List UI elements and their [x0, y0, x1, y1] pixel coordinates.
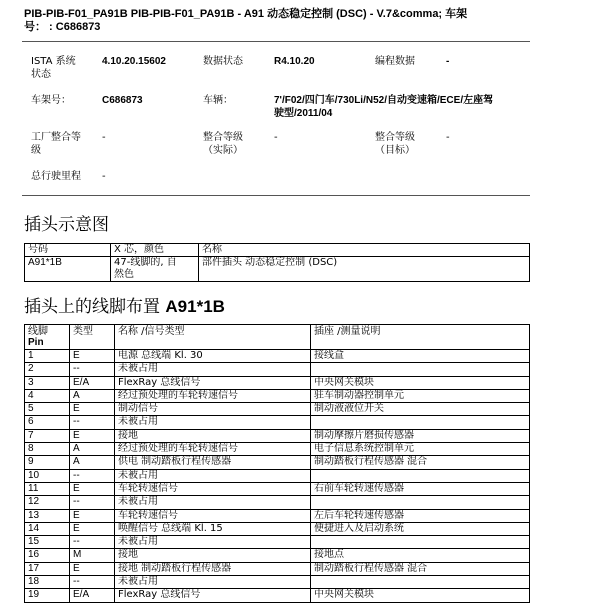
mileage-value: - — [102, 171, 106, 182]
pin-socket-cell: 驻车制动器控制单元 — [311, 389, 530, 402]
column-header-socket: 插座 /测量说明 — [311, 325, 530, 350]
pin-type-cell: E/A — [70, 589, 115, 602]
table-row — [25, 363, 530, 376]
pin-signal-cell: 未被占用 — [115, 416, 311, 429]
data-status-label: 数据状态 — [203, 56, 243, 67]
pin-type-cell: M — [70, 549, 115, 562]
pin-socket-cell: 电子信息系统控制单元 — [311, 443, 530, 456]
pin-socket-cell — [311, 496, 530, 509]
connector-table-header — [25, 244, 530, 257]
pin-signal-cell: 未被占用 — [115, 536, 311, 549]
column-header-code: 号码 — [25, 244, 111, 257]
pin-socket-cell: 左后车轮转速传感器 — [311, 509, 530, 522]
ista-status-label: ISTA 系统 状态 — [31, 56, 76, 80]
pin-number-cell: 8 — [25, 443, 70, 456]
connector-section-title: 插头示意图 — [24, 215, 109, 235]
pin-number-cell: 5 — [25, 403, 70, 416]
pin-socket-cell — [311, 536, 530, 549]
pin-type-cell: E — [70, 350, 115, 363]
pin-number-cell: 1 — [25, 350, 70, 363]
connector-name-cell: 部件插头 动态稳定控制 (DSC) — [199, 257, 530, 282]
info-divider — [22, 195, 530, 196]
pin-number-cell: 15 — [25, 536, 70, 549]
table-row — [25, 429, 530, 442]
pin-signal-cell: 未被占用 — [115, 576, 311, 589]
factory-level-value: - — [102, 132, 106, 143]
pin-signal-cell: 车轮转速信号 — [115, 509, 311, 522]
pin-signal-cell: 经过预处理的车轮转速信号 — [115, 443, 311, 456]
pin-type-cell: -- — [70, 363, 115, 376]
pin-socket-cell — [311, 363, 530, 376]
pin-table-header — [25, 325, 530, 350]
pin-signal-cell: 电源 总线端 Kl. 30 — [115, 350, 311, 363]
pin-assignment-table — [24, 324, 530, 603]
pin-number-cell: 13 — [25, 509, 70, 522]
column-header-signal: 名称 /信号类型 — [115, 325, 311, 350]
pin-number-cell: 17 — [25, 562, 70, 575]
pin-signal-cell: 未被占用 — [115, 469, 311, 482]
connector-code-cell: A91*1B — [25, 257, 111, 282]
pin-socket-cell: 右前车轮转速传感器 — [311, 482, 530, 495]
pin-type-cell: E/A — [70, 376, 115, 389]
pin-socket-cell: 制动摩擦片磨损传感器 — [311, 429, 530, 442]
pin-type-cell: -- — [70, 416, 115, 429]
pin-number-cell: 19 — [25, 589, 70, 602]
pin-type-cell: -- — [70, 576, 115, 589]
target-level-label: 整合等级 （目标） — [375, 132, 415, 156]
table-row — [25, 443, 530, 456]
pin-socket-cell: 制动液液位开关 — [311, 403, 530, 416]
factory-level-label: 工厂整合等 级 — [31, 132, 81, 156]
vehicle-label: 车辆： — [203, 95, 233, 106]
table-row — [25, 496, 530, 509]
pin-type-cell: A — [70, 443, 115, 456]
table-row — [25, 589, 530, 602]
table-row — [25, 350, 530, 363]
table-row — [25, 549, 530, 562]
pin-type-cell: E — [70, 522, 115, 535]
vin-value: C686873 — [102, 95, 143, 106]
pin-number-cell: 11 — [25, 482, 70, 495]
pin-signal-cell: 接地 制动踏板行程传感器 — [115, 562, 311, 575]
vehicle-value: 7'/F02/四门车/730Li/N52/自动变速箱/ECE/左座驾 驶型/2011/04 — [274, 95, 494, 119]
pin-signal-cell: 车轮转速信号 — [115, 482, 311, 495]
pin-section-title: 插头上的线脚布置 A91*1B — [24, 297, 225, 317]
pin-number-cell: 6 — [25, 416, 70, 429]
column-header-name: 名称 — [199, 244, 530, 257]
table-row — [25, 403, 530, 416]
pin-signal-cell: 供电 制动踏板行程传感器 — [115, 456, 311, 469]
pin-signal-cell: 唤醒信号 总线端 Kl. 15 — [115, 522, 311, 535]
pin-section-connector-code: A91*1B — [165, 297, 225, 316]
pin-socket-cell: 便捷进入及启动系统 — [311, 522, 530, 535]
pin-type-cell: A — [70, 389, 115, 402]
pin-type-cell: E — [70, 429, 115, 442]
actual-level-value: - — [274, 132, 278, 143]
pin-socket-cell — [311, 416, 530, 429]
pin-number-cell: 14 — [25, 522, 70, 535]
table-row — [25, 536, 530, 549]
pin-number-cell: 12 — [25, 496, 70, 509]
pin-socket-cell: 接地点 — [311, 549, 530, 562]
table-row — [25, 576, 530, 589]
pin-number-cell: 3 — [25, 376, 70, 389]
pin-type-cell: E — [70, 482, 115, 495]
pin-type-cell: E — [70, 403, 115, 416]
pin-type-cell: E — [70, 562, 115, 575]
document-title-line-2: 号： : C686873 — [24, 21, 101, 33]
pin-socket-cell: 接线盒 — [311, 350, 530, 363]
actual-level-label: 整合等级 （实际） — [203, 132, 243, 156]
pin-socket-cell: 制动踏板行程传感器 混合 — [311, 456, 530, 469]
table-row — [25, 416, 530, 429]
pin-number-cell: 4 — [25, 389, 70, 402]
connector-table — [24, 243, 530, 282]
pin-type-cell: -- — [70, 469, 115, 482]
table-row — [25, 376, 530, 389]
pin-type-cell: E — [70, 509, 115, 522]
table-row — [25, 522, 530, 535]
pin-signal-cell: 未被占用 — [115, 363, 311, 376]
pin-signal-cell: FlexRay 总线信号 — [115, 589, 311, 602]
connector-pins-cell: 47-线脚的, 自 然色 — [111, 257, 199, 282]
ista-status-value: 4.10.20.15602 — [102, 56, 166, 67]
pin-signal-cell: 接地 — [115, 429, 311, 442]
pin-socket-cell — [311, 576, 530, 589]
document-title — [24, 8, 544, 34]
table-row — [25, 469, 530, 482]
pin-signal-cell: 未被占用 — [115, 496, 311, 509]
pin-number-cell: 9 — [25, 456, 70, 469]
vin-label: 车架号： — [31, 95, 71, 106]
document-title-line-1: PIB-PIB-F01_PA91B PIB-PIB-F01_PA91B - A91 动态稳定控制 (DSC) - V.7&comma; 车架 — [24, 8, 468, 20]
pin-number-cell: 7 — [25, 429, 70, 442]
pin-number-cell: 16 — [25, 549, 70, 562]
pin-socket-cell: 中央网关模块 — [311, 589, 530, 602]
table-row — [25, 389, 530, 402]
header-divider — [22, 41, 530, 42]
programming-data-label: 编程数据 — [375, 56, 415, 67]
pin-socket-cell: 中央网关模块 — [311, 376, 530, 389]
pin-type-cell: A — [70, 456, 115, 469]
target-level-value: - — [446, 132, 450, 143]
pin-number-cell: 18 — [25, 576, 70, 589]
pin-signal-cell: 经过预处理的车轮转速信号 — [115, 389, 311, 402]
pin-number-cell: 2 — [25, 363, 70, 376]
pin-number-cell: 10 — [25, 469, 70, 482]
table-row — [25, 482, 530, 495]
programming-data-value: - — [446, 56, 450, 67]
pin-signal-cell: FlexRay 总线信号 — [115, 376, 311, 389]
pin-signal-cell: 接地 — [115, 549, 311, 562]
table-row — [25, 257, 530, 282]
column-header-type: 类型 — [70, 325, 115, 350]
pin-type-cell: -- — [70, 536, 115, 549]
column-header-pin: 线脚 Pin — [25, 325, 70, 350]
column-header-pins-color: X 芯，颜色 — [111, 244, 199, 257]
pin-signal-cell: 制动信号 — [115, 403, 311, 416]
data-status-value: R4.10.20 — [274, 56, 315, 67]
table-row — [25, 456, 530, 469]
pin-type-cell: -- — [70, 496, 115, 509]
pin-socket-cell: 制动踏板行程传感器 混合 — [311, 562, 530, 575]
table-row — [25, 509, 530, 522]
mileage-label: 总行驶里程 — [31, 171, 81, 182]
table-row — [25, 562, 530, 575]
pin-table-body — [25, 350, 530, 603]
pin-socket-cell — [311, 469, 530, 482]
